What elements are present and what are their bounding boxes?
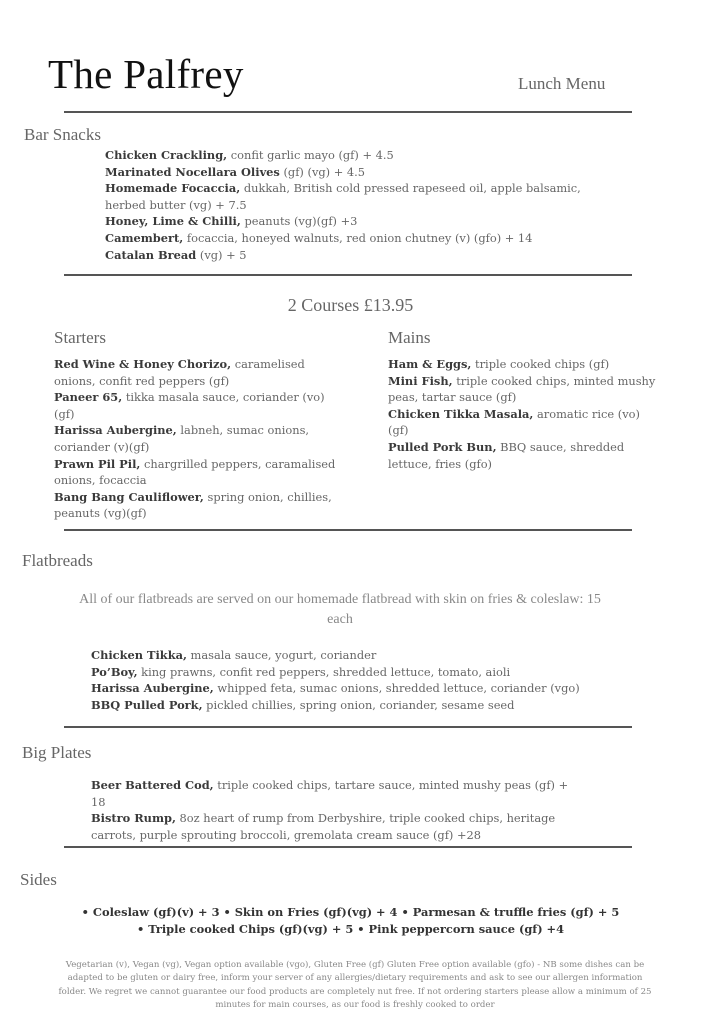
sides-line: • Triple cooked Chips (gf)(vg) + 5 • Pink peppercorn sauce (gf) +4 <box>136 922 565 936</box>
mains-list <box>388 356 656 472</box>
list-item: Prawn Pil Pil, chargrilled peppers, caramalised onions, focaccia <box>54 456 336 488</box>
divider <box>64 274 632 276</box>
list-item: Paneer 65, tikka masala sauce, coriander (vo)(gf) <box>54 390 325 421</box>
list-item: Bistro Rump, 8oz heart of rump from Derbyshire, triple cooked chips, heritage carrots, purple sprouting broccoli, gremolata cream sauce (gf) +28 <box>91 811 556 842</box>
list-item: Pulled Pork Bun, BBQ sauce, shredded lettuce, fries (gfo) <box>388 439 625 471</box>
starters-list <box>54 356 339 522</box>
flatbreads-list <box>91 647 611 713</box>
list-item: Catalan Bread (vg) + 5 <box>105 247 247 262</box>
list-item: Chicken Crackling, confit garlic mayo (gf) + 4.5 <box>105 148 394 162</box>
section-heading-big-plates: Big Plates <box>22 743 92 762</box>
allergen-footnote: Vegetarian (v), Vegan (vg), Vegan option available (vgo), Gluten Free (gf) Gluten Free option available (gfo) - NB some dishes can be adapted to be gluten or dairy free, inform your server of any allergies/dietary requirements and ask to see our allergen information folder. We regret we cannot guarantee our food products are completely nut free. If not ordering starters please allow a minimum of 25 minutes for main courses, as our food is freshly cooked to order <box>58 960 652 1010</box>
list-item: Marinated Nocellara Olives (gf) (vg) + 4.5 <box>105 164 366 179</box>
sides-list <box>0 904 701 938</box>
list-item: Harissa Aubergine, labneh, sumac onions, coriander (v)(gf) <box>54 423 310 454</box>
divider <box>64 726 632 728</box>
list-item: Bang Bang Cauliflower, spring onion, chillies, peanuts (vg)(gf) <box>54 489 332 521</box>
section-heading-bar-snacks: Bar Snacks <box>24 125 101 144</box>
list-item: Po’Boy, king prawns, confit red peppers, shredded lettuce, tomato, aioli <box>91 664 511 679</box>
list-item: Chicken Tikka, masala sauce, yogurt, coriander <box>91 648 377 662</box>
list-item: Harissa Aubergine, whipped feta, sumac onions, shredded lettuce, coriander (vgo) <box>91 681 580 696</box>
divider <box>64 111 632 113</box>
menu-subtitle: Lunch Menu <box>518 74 606 93</box>
section-heading-flatbreads: Flatbreads <box>22 551 93 570</box>
section-heading-starters: Starters <box>54 328 106 347</box>
courses-price-heading: 2 Courses £13.95 <box>287 295 414 315</box>
sides-line: • Coleslaw (gf)(v) + 3 • Skin on Fries (gf)(vg) + 4 • Parmesan & truffle fries (gf) + 5 <box>81 905 620 919</box>
list-item: Honey, Lime & Chilli, peanuts (vg)(gf) +3 <box>105 214 358 229</box>
list-item: Beer Battered Cod, triple cooked chips, tartare sauce, minted mushy peas (gf) + 18 <box>91 778 569 809</box>
flatbreads-intro: All of our flatbreads are served on our homemade flatbread with skin on fries & coleslaw: 15 each <box>79 592 601 627</box>
list-item: Chicken Tikka Masala, aromatic rice (vo)(gf) <box>388 406 640 438</box>
list-item: Camembert, focaccia, honeyed walnuts, red onion chutney (v) (gfo) + 14 <box>105 230 533 245</box>
section-heading-sides: Sides <box>20 870 57 889</box>
divider <box>64 529 632 531</box>
page-title: The Palfrey <box>48 51 244 97</box>
list-item: Mini Fish, triple cooked chips, minted mushy peas, tartar sauce (gf) <box>388 373 656 405</box>
bar-snacks-list <box>105 147 595 263</box>
section-heading-mains: Mains <box>388 328 431 347</box>
list-item: Homemade Focaccia, dukkah, British cold pressed rapeseed oil, apple balsamic, herbed butter (vg) + 7.5 <box>105 181 581 212</box>
list-item: BBQ Pulled Pork, pickled chillies, spring onion, coriander, sesame seed <box>91 697 515 712</box>
list-item: Ham & Eggs, triple cooked chips (gf) <box>388 357 610 371</box>
divider <box>64 846 632 848</box>
list-item: Red Wine & Honey Chorizo, caramelised onions, confit red peppers (gf) <box>54 357 305 388</box>
big-plates-list <box>91 777 576 843</box>
